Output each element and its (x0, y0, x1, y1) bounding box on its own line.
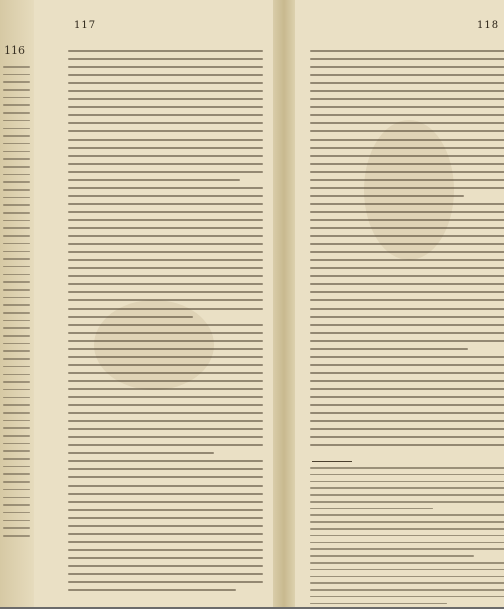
edge-page-text-line (3, 435, 30, 437)
edge-page-text-line (3, 535, 30, 537)
edge-page-text-line (3, 81, 30, 83)
edge-page-text-line (3, 120, 30, 122)
edge-page-number: 116 (4, 44, 25, 57)
right-page-text-line (310, 58, 504, 60)
left-page-text-line (68, 340, 263, 342)
footnote-text-line (310, 535, 504, 537)
edge-page-text-line (3, 520, 30, 522)
left-page-text-line (68, 299, 263, 301)
edge-page-text-line (3, 504, 30, 506)
left-page-text-line (68, 348, 263, 350)
footnote-text-line (310, 474, 504, 476)
left-page-text-line (68, 203, 263, 205)
edge-page-text-line (3, 397, 30, 399)
right-page-text-line (310, 227, 504, 229)
right-page-text-line (310, 74, 504, 76)
edge-page-text-line (3, 97, 30, 99)
book-gutter (273, 0, 295, 607)
left-page-text-line (68, 468, 263, 470)
edge-page-text-line (3, 481, 30, 483)
footnote-text-line (310, 487, 504, 489)
edge-page-text-line (3, 527, 30, 529)
edge-page-text-line (3, 450, 30, 452)
footnote-text-line (310, 508, 433, 510)
right-page-text-line (310, 155, 504, 157)
left-page-text-line (68, 122, 263, 124)
left-page-text-line (68, 211, 263, 213)
right-page-text-line (310, 356, 504, 358)
edge-page-text-line (3, 489, 30, 491)
right-page-text-line (310, 380, 504, 382)
right-page-text-line (310, 348, 468, 350)
left-page-text-line (68, 235, 263, 237)
left-page-text-line (68, 171, 263, 173)
left-page-text-line (68, 114, 263, 116)
footnote-text-line (310, 569, 504, 571)
left-page-text-line (68, 541, 263, 543)
left-page-text-line (68, 259, 263, 261)
left-page-text-line (68, 275, 263, 277)
right-page-text-line (310, 82, 504, 84)
edge-page-text-line (3, 289, 30, 291)
left-page-number: 117 (74, 20, 97, 31)
right-page-text-line (310, 420, 504, 422)
left-page-text-line (68, 106, 263, 108)
footnote-text-line (310, 555, 474, 557)
footnote-text-line (310, 548, 504, 550)
edge-page-text-line (3, 89, 30, 91)
footnote-text-line (310, 603, 447, 605)
right-page-text-line (310, 66, 504, 68)
edge-page-text-line (3, 389, 30, 391)
left-page-text-line (68, 428, 263, 430)
right-page-text-line (310, 114, 504, 116)
left-page-text-line (68, 444, 263, 446)
left-page-text-line (68, 420, 263, 422)
right-page-text-line (310, 291, 504, 293)
edge-page-text-line (3, 512, 30, 514)
left-page-text-line (68, 476, 263, 478)
left-page-text-line (68, 251, 263, 253)
right-page-text-line (310, 195, 464, 197)
edge-page-text-line (3, 458, 30, 460)
footnote-text-line (310, 576, 504, 578)
left-page-text-line (68, 227, 263, 229)
edge-page-text-line (3, 189, 30, 191)
edge-page-text-line (3, 128, 30, 130)
left-page-text-line (68, 332, 263, 334)
right-page-text-line (310, 147, 504, 149)
edge-page-text-line (3, 151, 30, 153)
edge-page-text-line (3, 412, 30, 414)
left-page-text-line (68, 74, 263, 76)
right-page-text-line (310, 299, 504, 301)
right-page-footnotes (310, 467, 504, 609)
edge-page-text-line (3, 266, 30, 268)
left-page-text-line (68, 98, 263, 100)
left-page-text-line (68, 380, 263, 382)
left-page-text-line (68, 82, 263, 84)
left-page-text-line (68, 485, 263, 487)
edge-page-text-line (3, 74, 30, 76)
left-page-text-line (68, 372, 263, 374)
footnote-text-line (310, 528, 504, 530)
right-page-text-line (310, 219, 504, 221)
footnote-text-line (310, 589, 504, 591)
edge-page-text-line (3, 381, 30, 383)
left-page-text-line (68, 308, 263, 310)
left-page-text-line (68, 139, 263, 141)
edge-page-text-line (3, 335, 30, 337)
left-page-text-line (68, 364, 263, 366)
left-page-text-line (68, 493, 263, 495)
right-page-text-line (310, 388, 504, 390)
edge-page-text-line (3, 197, 30, 199)
edge-page-text-line (3, 350, 30, 352)
left-page-text-line (68, 460, 263, 462)
left-page-text-line (68, 581, 263, 583)
footnote-text-line (310, 514, 504, 516)
right-page-text-line (310, 444, 504, 446)
edge-page-text-line (3, 166, 30, 168)
edge-page-text-line (3, 404, 30, 406)
left-page-text-line (68, 316, 193, 318)
left-page-text-line (68, 501, 263, 503)
left-page-text-line (68, 517, 263, 519)
right-page-text-line (310, 436, 504, 438)
footnote-text-line (310, 467, 504, 469)
left-page-text-line (68, 388, 263, 390)
footnote-text-line (310, 494, 504, 496)
left-page-text-line (68, 356, 263, 358)
edge-page-text-line (3, 443, 30, 445)
right-page-text-line (310, 275, 504, 277)
left-page-text-line (68, 187, 263, 189)
edge-page-text-line (3, 366, 30, 368)
right-page-text-line (310, 90, 504, 92)
edge-page-text-line (3, 358, 30, 360)
edge-page-text-line (3, 374, 30, 376)
edge-page-text-line (3, 343, 30, 345)
right-page-body (310, 50, 504, 452)
left-page-text-line (68, 58, 263, 60)
right-page-number: 118 (477, 20, 500, 31)
right-page-text-line (310, 283, 504, 285)
right-page-text-line (310, 308, 504, 310)
footnote-text-line (310, 521, 504, 523)
edge-page-text-line (3, 274, 30, 276)
footnote-text-line (310, 596, 504, 598)
right-page-text-line (310, 98, 504, 100)
edge-page-text-line (3, 227, 30, 229)
edge-page-text-line (3, 212, 30, 214)
left-page-text-line (68, 436, 263, 438)
edge-page-text-line (3, 304, 30, 306)
right-page-text-line (310, 211, 504, 213)
edge-page-text-line (3, 235, 30, 237)
right-page-text-line (310, 267, 504, 269)
right-page-text-line (310, 130, 504, 132)
edge-page-text-line (3, 312, 30, 314)
footnote-text-line (310, 501, 504, 503)
left-page-text-line (68, 283, 263, 285)
left-page-text-line (68, 525, 263, 527)
edge-page-text-line (3, 466, 30, 468)
footnote-text-line (310, 582, 504, 584)
edge-page-text-line (3, 497, 30, 499)
left-page-body (68, 50, 263, 597)
left-page-text-line (68, 549, 263, 551)
right-page-text-line (310, 106, 504, 108)
right-page-text-line (310, 364, 504, 366)
edge-page-text-line (3, 320, 30, 322)
right-page-text-line (310, 171, 504, 173)
edge-page-text-line (3, 104, 30, 106)
right-page-text-line (310, 122, 504, 124)
edge-page-text-line (3, 297, 30, 299)
left-page-text-line (68, 163, 263, 165)
edge-page-text-line (3, 420, 30, 422)
left-page-text-line (68, 452, 214, 454)
left-page-text-line (68, 155, 263, 157)
right-page-text-line (310, 372, 504, 374)
left-page-text-line (68, 404, 263, 406)
right-page-text-line (310, 404, 504, 406)
left-page-text-line (68, 267, 263, 269)
edge-page-text-line (3, 258, 30, 260)
left-page-text-line (68, 565, 263, 567)
edge-page-text-line (3, 66, 30, 68)
right-page-text-line (310, 412, 504, 414)
edge-page-text-line (3, 281, 30, 283)
left-page-text-line (68, 396, 263, 398)
edge-page-text-line (3, 220, 30, 222)
left-page-text-line (68, 219, 263, 221)
left-page-text-line (68, 589, 236, 591)
left-page-text-line (68, 90, 263, 92)
edge-page-text-line (3, 112, 30, 114)
left-page-text-line (68, 533, 263, 535)
edge-page-text-line (3, 243, 30, 245)
edge-page-text-line (3, 473, 30, 475)
right-page-text-line (310, 340, 504, 342)
edge-page-text-line (3, 135, 30, 137)
footnote-text-line (310, 562, 504, 564)
footnote-rule (312, 461, 352, 462)
left-page-text-line (68, 573, 263, 575)
previous-page-edge (0, 0, 35, 607)
right-page-text-line (310, 203, 504, 205)
left-page-text-line (68, 324, 263, 326)
right-page-text-line (310, 396, 504, 398)
left-page-text-line (68, 557, 263, 559)
left-page-text-line (68, 130, 263, 132)
right-page-text-line (310, 324, 504, 326)
edge-page-text-line (3, 174, 30, 176)
left-page-text-line (68, 291, 263, 293)
right-page-text-line (310, 187, 504, 189)
right-page-text-line (310, 251, 504, 253)
right-page-text-line (310, 316, 504, 318)
right-page-text-line (310, 428, 504, 430)
edge-page-text-line (3, 181, 30, 183)
footnote-text-line (310, 481, 504, 483)
left-page-text-line (68, 195, 263, 197)
edge-page-text-line (3, 158, 30, 160)
right-page-text-line (310, 179, 504, 181)
edge-page-text-line (3, 143, 30, 145)
left-page-text-line (68, 412, 263, 414)
right-page-text-line (310, 243, 504, 245)
edge-page-text-line (3, 251, 30, 253)
left-page-text-line (68, 243, 263, 245)
left-page-text-line (68, 509, 263, 511)
right-page-text-line (310, 139, 504, 141)
left-page-text-line (68, 147, 263, 149)
footnote-text-line (310, 542, 504, 544)
open-pages (34, 0, 504, 607)
edge-page-text-line (3, 204, 30, 206)
right-page-text-line (310, 332, 504, 334)
right-page-text-line (310, 50, 504, 52)
left-page-text-line (68, 179, 240, 181)
left-page-text-line (68, 66, 263, 68)
edge-page-text-line (3, 327, 30, 329)
right-page-text-line (310, 235, 504, 237)
right-page-text-line (310, 259, 504, 261)
edge-text-lines (3, 66, 30, 543)
right-page-text-line (310, 163, 504, 165)
left-page-text-line (68, 50, 263, 52)
edge-page-text-line (3, 427, 30, 429)
